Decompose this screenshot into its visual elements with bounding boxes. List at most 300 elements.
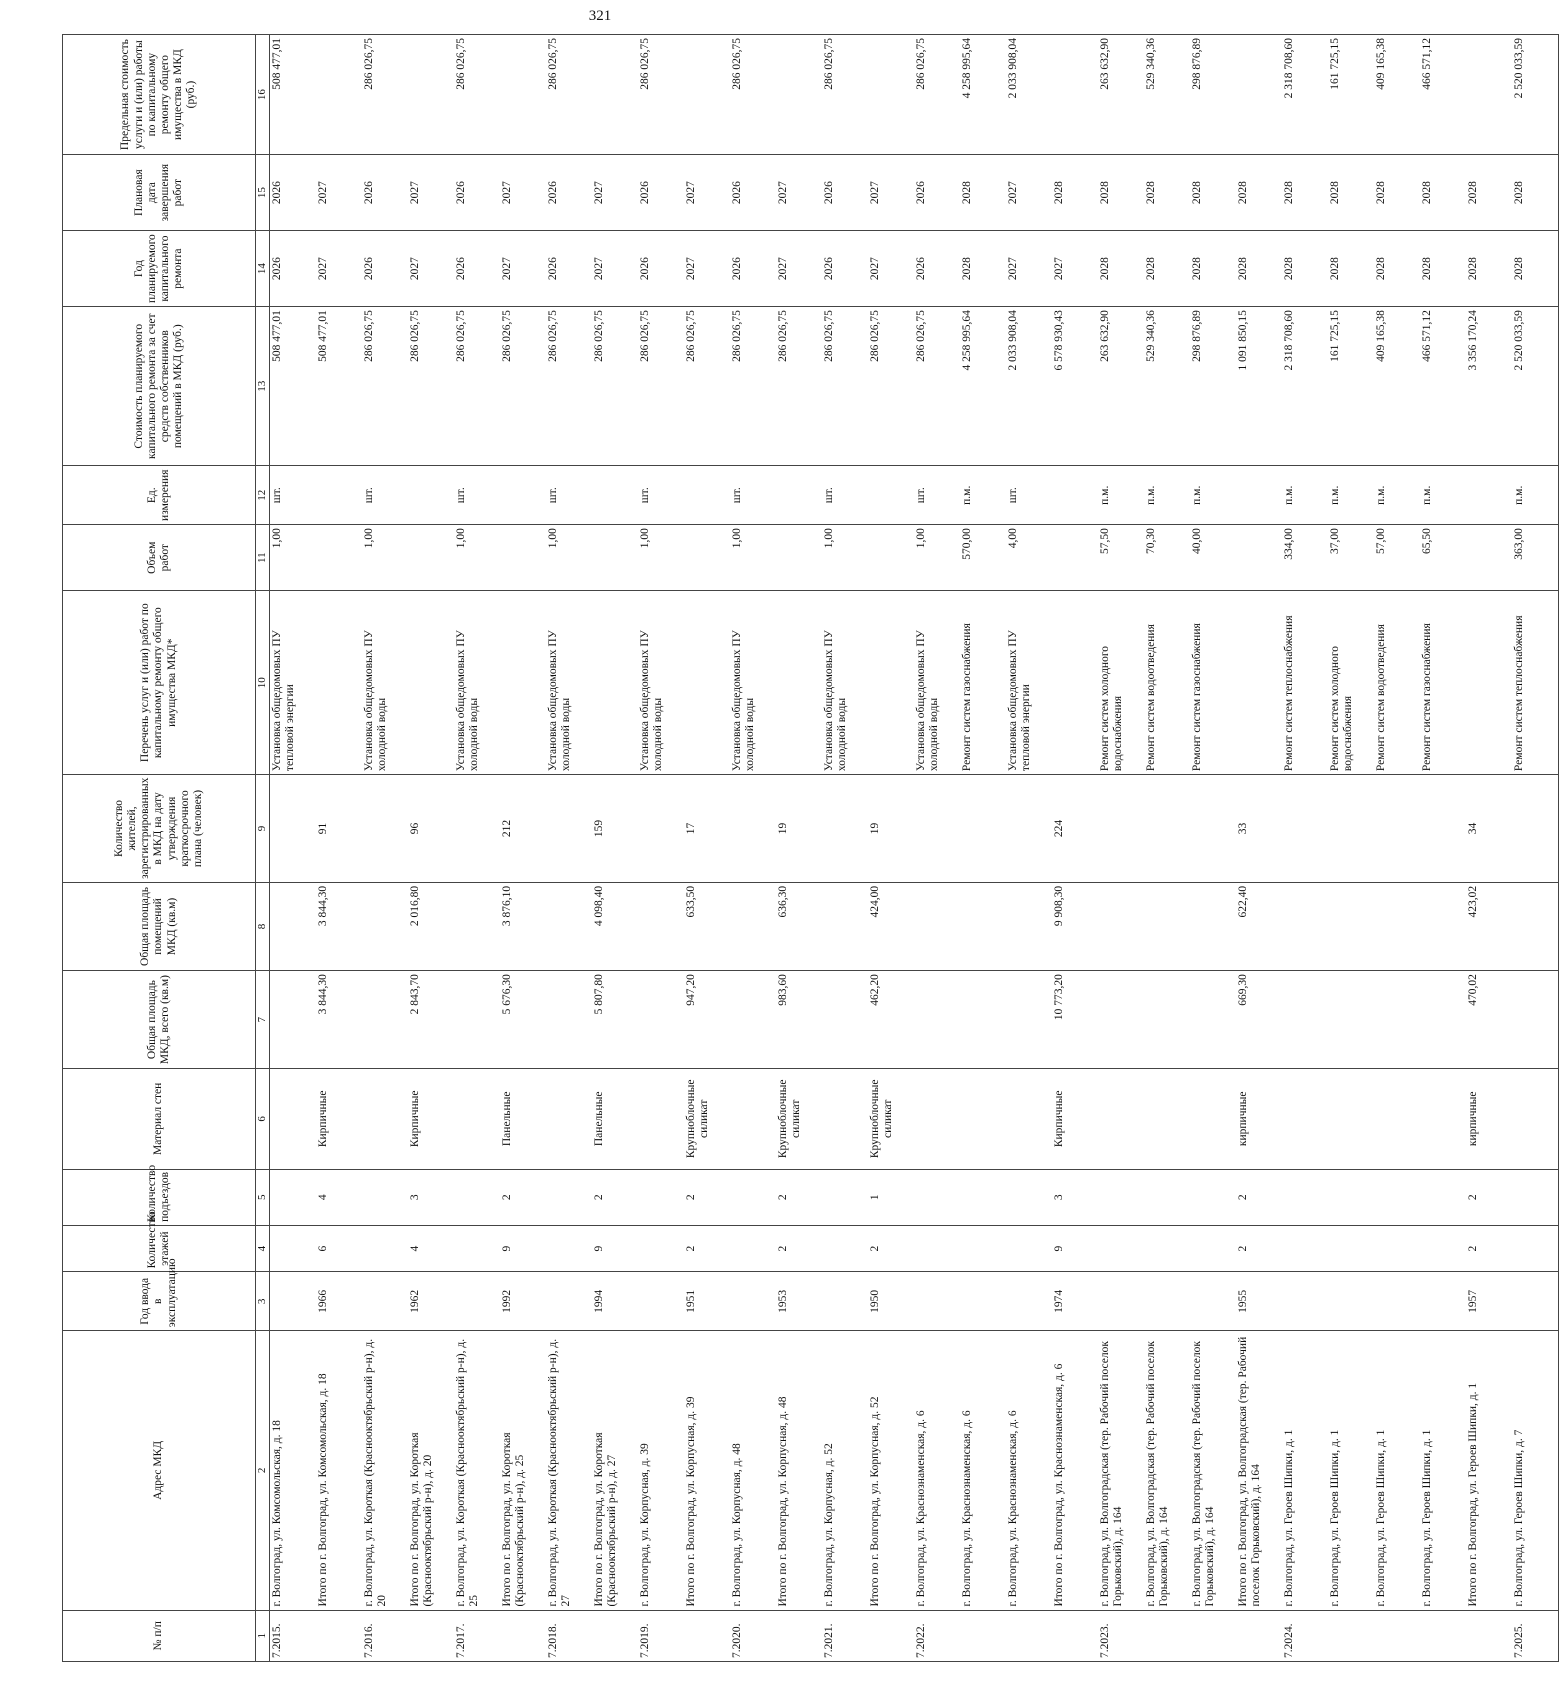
- column-header: Материал стен: [63, 1069, 256, 1169]
- column-header: Плановая дата завершения работ: [63, 155, 256, 231]
- table-cell: 286 026,75: [362, 307, 408, 466]
- table-row: [592, 35, 638, 1662]
- table-cell: г. Волгоград, ул. Комсомольская, д. 18: [269, 1331, 316, 1610]
- table-row: [684, 35, 730, 1662]
- table-row: [454, 35, 500, 1662]
- table-cell: 7.2019.: [638, 1610, 684, 1661]
- table-cell: 2028: [1052, 155, 1098, 231]
- table-cell: 2026: [546, 155, 592, 231]
- table-cell: 508 477,01: [316, 307, 362, 466]
- table-cell: 3 844,30: [316, 882, 362, 970]
- table-cell: Ремонт систем холодного водоснабжения: [1328, 591, 1374, 775]
- table-cell: 33: [1236, 775, 1282, 883]
- table-cell: 5 807,80: [592, 971, 638, 1069]
- table-row: [1144, 35, 1190, 1662]
- table-cell: [868, 525, 914, 591]
- table-cell: [1328, 1272, 1374, 1331]
- table-cell: 224: [1052, 775, 1098, 883]
- table-cell: [1098, 971, 1144, 1069]
- table-cell: [1236, 591, 1282, 775]
- table-cell: 409 165,38: [1374, 307, 1420, 466]
- table-cell: [638, 971, 684, 1069]
- table-cell: 19: [776, 775, 822, 883]
- table-cell: 2: [776, 1169, 822, 1225]
- table-cell: 2: [684, 1169, 730, 1225]
- table-cell: [1282, 1069, 1328, 1169]
- table-cell: [960, 1272, 1006, 1331]
- table-row: [914, 35, 960, 1662]
- table-cell: 2026: [730, 231, 776, 307]
- table-cell: 1955: [1236, 1272, 1282, 1331]
- column-number: 3: [256, 1272, 270, 1331]
- table-cell: 4: [316, 1169, 362, 1225]
- table-cell: [914, 971, 960, 1069]
- table-cell: 2028: [1374, 231, 1420, 307]
- table-cell: 37,00: [1328, 525, 1374, 591]
- table-cell: [1144, 775, 1190, 883]
- table-cell: шт.: [730, 466, 776, 525]
- table-cell: 462,20: [868, 971, 914, 1069]
- table-cell: 2026: [914, 155, 960, 231]
- table-cell: 4,00: [1006, 525, 1052, 591]
- table-cell: [1328, 1069, 1374, 1169]
- table-cell: [1006, 775, 1052, 883]
- table-cell: 2028: [1512, 155, 1559, 231]
- table-row: [960, 35, 1006, 1662]
- table-cell: [776, 466, 822, 525]
- table-cell: 2028: [1328, 231, 1374, 307]
- table-cell: 1,00: [362, 525, 408, 591]
- table-cell: [1420, 1169, 1466, 1225]
- table-cell: 2026: [822, 155, 868, 231]
- table-cell: [269, 882, 316, 970]
- table-cell: 1957: [1466, 1272, 1512, 1331]
- table-cell: [1006, 882, 1052, 970]
- table-cell: г. Волгоград, ул. Корпусная, д. 48: [730, 1331, 776, 1610]
- table-cell: 159: [592, 775, 638, 883]
- table-cell: 334,00: [1282, 525, 1328, 591]
- table-row: [822, 35, 868, 1662]
- table-cell: Панельные: [592, 1069, 638, 1169]
- table-cell: 3: [1052, 1169, 1098, 1225]
- table-cell: 2027: [1006, 231, 1052, 307]
- table-cell: [1374, 1069, 1420, 1169]
- table-row: [1052, 35, 1098, 1662]
- table-cell: [316, 1610, 362, 1661]
- table-cell: 286 026,75: [500, 307, 546, 466]
- table-row: [1098, 35, 1144, 1662]
- table-cell: [730, 775, 776, 883]
- column-header: № п/п: [63, 1610, 256, 1661]
- table-cell: 2027: [868, 155, 914, 231]
- table-cell: 3 876,10: [500, 882, 546, 970]
- table-cell: [822, 1272, 868, 1331]
- table-cell: Итого по г. Волгоград, ул. Корпусная, д. 48: [776, 1331, 822, 1610]
- table-cell: п.м.: [1098, 466, 1144, 525]
- table-cell: п.м.: [1512, 466, 1559, 525]
- table-cell: Панельные: [500, 1069, 546, 1169]
- table-cell: п.м.: [1420, 466, 1466, 525]
- table-row: [1236, 35, 1282, 1662]
- table-cell: 2028: [1190, 231, 1236, 307]
- table-cell: 2 016,80: [408, 882, 454, 970]
- table-cell: 4: [408, 1225, 454, 1272]
- table-cell: [1006, 1610, 1052, 1661]
- table-cell: [1328, 1225, 1374, 1272]
- page-number: 321: [588, 8, 612, 24]
- table-cell: [914, 775, 960, 883]
- table-cell: Итого по г. Волгоград, ул. Комсомольская, д. 18: [316, 1331, 362, 1610]
- table-cell: 1,00: [269, 525, 316, 591]
- table-cell: 4 258 995,64: [960, 307, 1006, 466]
- table-cell: [1512, 1169, 1559, 1225]
- table-cell: Ремонт систем газоснабжения: [1420, 591, 1466, 775]
- table-cell: 2027: [592, 155, 638, 231]
- table-cell: [960, 1610, 1006, 1661]
- table-cell: [1374, 1610, 1420, 1661]
- table-cell: шт.: [638, 466, 684, 525]
- table-cell: 466 571,12: [1420, 35, 1466, 155]
- table-cell: 17: [684, 775, 730, 883]
- column-header: Общая площадь помещений МКД (кв.м): [63, 882, 256, 970]
- table-cell: [1466, 466, 1512, 525]
- table-cell: п.м.: [1190, 466, 1236, 525]
- column-header: Стоимость планируемого капитального ремонта за счет средств собственников помещений в МКД (руб.): [63, 307, 256, 466]
- table-cell: [592, 466, 638, 525]
- table-cell: 2026: [638, 155, 684, 231]
- table-cell: 3: [408, 1169, 454, 1225]
- table-cell: [1328, 971, 1374, 1069]
- table-cell: 2027: [500, 231, 546, 307]
- table-cell: [684, 591, 730, 775]
- table-cell: 286 026,75: [454, 307, 500, 466]
- table-cell: [408, 525, 454, 591]
- table-cell: п.м.: [1282, 466, 1328, 525]
- table-cell: [822, 1069, 868, 1169]
- table-cell: 7.2025.: [1512, 1610, 1559, 1661]
- table-cell: [1236, 35, 1282, 155]
- table-cell: [960, 1069, 1006, 1169]
- table-cell: Итого по г. Волгоград, ул. Корпусная, д. 39: [684, 1331, 730, 1610]
- table-cell: [776, 525, 822, 591]
- table-cell: [269, 775, 316, 883]
- table-cell: 669,30: [1236, 971, 1282, 1069]
- table-cell: [1374, 1225, 1420, 1272]
- table-cell: [1236, 466, 1282, 525]
- table-cell: [1190, 971, 1236, 1069]
- table-cell: шт.: [362, 466, 408, 525]
- table-cell: Кирпичные: [1052, 1069, 1098, 1169]
- table-cell: 3 844,30: [316, 971, 362, 1069]
- table-cell: 286 026,75: [776, 307, 822, 466]
- table-cell: [1374, 882, 1420, 970]
- table-cell: [1190, 882, 1236, 970]
- table-cell: [500, 1610, 546, 1661]
- column-number: 14: [256, 231, 270, 307]
- table-cell: [684, 1610, 730, 1661]
- table-cell: 633,50: [684, 882, 730, 970]
- table-cell: 286 026,75: [454, 35, 500, 155]
- table-cell: 2026: [362, 231, 408, 307]
- table-cell: 2 318 708,60: [1282, 35, 1328, 155]
- table-cell: Итого по г. Волгоград, ул. Короткая (Краснооктябрьский р-н), д. 20: [408, 1331, 454, 1610]
- table-cell: 363,00: [1512, 525, 1559, 591]
- table-cell: [960, 1225, 1006, 1272]
- table-cell: 2: [1466, 1225, 1512, 1272]
- table-cell: 2027: [408, 231, 454, 307]
- table-cell: [1282, 882, 1328, 970]
- table-cell: 263 632,90: [1098, 35, 1144, 155]
- table-cell: [1420, 775, 1466, 883]
- table-cell: г. Волгоград, ул. Волгоградская (тер. Рабочий поселок Горьковский), д. 164: [1098, 1331, 1144, 1610]
- table-cell: [1190, 1272, 1236, 1331]
- table-cell: [1420, 1069, 1466, 1169]
- table-cell: [638, 1169, 684, 1225]
- table-cell: 3 356 170,24: [1466, 307, 1512, 466]
- table-cell: Крупноблочные силикат: [776, 1069, 822, 1169]
- table-cell: Кирпичные: [408, 1069, 454, 1169]
- table-cell: г. Волгоград, ул. Краснознаменская, д. 6: [914, 1331, 960, 1610]
- table-cell: 7.2018.: [546, 1610, 592, 1661]
- table-cell: 6 578 930,43: [1052, 307, 1098, 466]
- table-cell: 2027: [316, 155, 362, 231]
- table-cell: [914, 1069, 960, 1169]
- table-cell: 57,50: [1098, 525, 1144, 591]
- table-cell: 1962: [408, 1272, 454, 1331]
- table-cell: 286 026,75: [638, 35, 684, 155]
- table-cell: 263 632,90: [1098, 307, 1144, 466]
- table-cell: 2: [1466, 1169, 1512, 1225]
- table-cell: [1282, 971, 1328, 1069]
- table-cell: [1190, 1610, 1236, 1661]
- table-cell: г. Волгоград, ул. Краснознаменская, д. 6: [1006, 1331, 1052, 1610]
- table-cell: [408, 35, 454, 155]
- column-header: Количество этажей: [63, 1225, 256, 1272]
- table-cell: кирпичные: [1236, 1069, 1282, 1169]
- column-number-row: [256, 35, 270, 1662]
- table-cell: 2026: [454, 231, 500, 307]
- table-cell: г. Волгоград, ул. Короткая (Краснооктябрьский р-н), д. 25: [454, 1331, 500, 1610]
- table-cell: 7.2023.: [1098, 1610, 1144, 1661]
- column-number: 16: [256, 35, 270, 155]
- table-cell: [454, 775, 500, 883]
- table-cell: [1282, 1272, 1328, 1331]
- table-cell: п.м.: [1374, 466, 1420, 525]
- table-cell: [1190, 1069, 1236, 1169]
- table-cell: [1144, 971, 1190, 1069]
- table-cell: Ремонт систем теплоснабжения: [1512, 591, 1559, 775]
- table-cell: [684, 525, 730, 591]
- table-cell: 529 340,36: [1144, 307, 1190, 466]
- table-cell: 298 876,89: [1190, 307, 1236, 466]
- table-cell: шт.: [454, 466, 500, 525]
- table-cell: 2026: [730, 155, 776, 231]
- table-cell: 2028: [1098, 231, 1144, 307]
- table-cell: 508 477,01: [269, 307, 316, 466]
- table-row: [1374, 35, 1420, 1662]
- table-cell: Установка общедомовых ПУ тепловой энергии: [269, 591, 316, 775]
- table-row: [1466, 35, 1512, 1662]
- table-cell: 286 026,75: [546, 307, 592, 466]
- table-cell: 34: [1466, 775, 1512, 883]
- table-cell: [638, 775, 684, 883]
- table-cell: 2028: [1466, 155, 1512, 231]
- table-cell: [914, 882, 960, 970]
- table-cell: [1282, 1169, 1328, 1225]
- table-cell: [316, 525, 362, 591]
- table-cell: [546, 775, 592, 883]
- table-cell: 1,00: [638, 525, 684, 591]
- table-cell: Итого по г. Волгоград, ул. Героев Шипки, д. 1: [1466, 1331, 1512, 1610]
- table-cell: Крупноблочные силикат: [868, 1069, 914, 1169]
- table-cell: 1: [868, 1169, 914, 1225]
- table-cell: г. Волгоград, ул. Краснознаменская, д. 6: [960, 1331, 1006, 1610]
- table-cell: 2 843,70: [408, 971, 454, 1069]
- table-cell: [1512, 1069, 1559, 1169]
- column-number: 5: [256, 1169, 270, 1225]
- table-row: [1328, 35, 1374, 1662]
- table-cell: 1992: [500, 1272, 546, 1331]
- table-cell: [592, 35, 638, 155]
- table-cell: Установка общедомовых ПУ холодной воды: [822, 591, 868, 775]
- table-cell: 622,40: [1236, 882, 1282, 970]
- table-cell: шт.: [914, 466, 960, 525]
- table-cell: 1951: [684, 1272, 730, 1331]
- table-cell: 947,20: [684, 971, 730, 1069]
- table-cell: 2: [776, 1225, 822, 1272]
- table-cell: 286 026,75: [362, 35, 408, 155]
- column-number: 1: [256, 1610, 270, 1661]
- table-cell: 2028: [1466, 231, 1512, 307]
- table-cell: [960, 1169, 1006, 1225]
- table-cell: Ремонт систем газоснабжения: [1190, 591, 1236, 775]
- table-cell: [822, 1225, 868, 1272]
- table-cell: [1282, 775, 1328, 883]
- table-cell: [592, 525, 638, 591]
- table-cell: 1994: [592, 1272, 638, 1331]
- table-cell: [269, 1225, 316, 1272]
- table-cell: [1512, 882, 1559, 970]
- table-cell: [776, 1610, 822, 1661]
- table-cell: 19: [868, 775, 914, 883]
- table-cell: [1328, 775, 1374, 883]
- table-cell: г. Волгоград, ул. Волгоградская (тер. Рабочий поселок Горьковский), д. 164: [1190, 1331, 1236, 1610]
- table-cell: 161 725,15: [1328, 35, 1374, 155]
- table-cell: [454, 882, 500, 970]
- header-row: [63, 35, 256, 1662]
- table-cell: Итого по г. Волгоград, ул. Корпусная, д. 52: [868, 1331, 914, 1610]
- table-cell: 65,50: [1420, 525, 1466, 591]
- table-cell: 4 098,40: [592, 882, 638, 970]
- table-cell: 2027: [1006, 155, 1052, 231]
- table-cell: Установка общедомовых ПУ холодной воды: [546, 591, 592, 775]
- table-cell: 2: [684, 1225, 730, 1272]
- table-row: [730, 35, 776, 1662]
- column-number: 13: [256, 307, 270, 466]
- table-cell: [546, 1225, 592, 1272]
- table-cell: г. Волгоград, ул. Героев Шипки, д. 7: [1512, 1331, 1559, 1610]
- table-cell: 2026: [454, 155, 500, 231]
- table-cell: [1006, 1272, 1052, 1331]
- table-cell: 96: [408, 775, 454, 883]
- table-cell: [362, 971, 408, 1069]
- table-cell: [316, 466, 362, 525]
- column-number: 2: [256, 1331, 270, 1610]
- table-cell: [362, 775, 408, 883]
- table-cell: 2027: [1052, 231, 1098, 307]
- table-cell: [1144, 1169, 1190, 1225]
- table-cell: [316, 35, 362, 155]
- table-cell: 2: [1236, 1225, 1282, 1272]
- table-cell: 1953: [776, 1272, 822, 1331]
- table-cell: Установка общедомовых ПУ холодной воды: [914, 591, 960, 775]
- table-cell: [1006, 1225, 1052, 1272]
- table-cell: [914, 1272, 960, 1331]
- table-row: [362, 35, 408, 1662]
- table-cell: [1144, 1272, 1190, 1331]
- column-header: Объем работ: [63, 525, 256, 591]
- table-cell: г. Волгоград, ул. Героев Шипки, д. 1: [1328, 1331, 1374, 1610]
- table-cell: 7.2022.: [914, 1610, 960, 1661]
- table-row: [408, 35, 454, 1662]
- table-cell: 2 520 033,59: [1512, 35, 1559, 155]
- table-cell: [269, 971, 316, 1069]
- table-cell: 424,00: [868, 882, 914, 970]
- table-cell: 1,00: [822, 525, 868, 591]
- column-header: Перечень услуг и (или) работ по капитальному ремонту общего имущества МКД*: [63, 591, 256, 775]
- table-cell: Ремонт систем теплоснабжения: [1282, 591, 1328, 775]
- table-cell: [822, 971, 868, 1069]
- table-cell: 1,00: [454, 525, 500, 591]
- table-cell: шт.: [822, 466, 868, 525]
- column-header: Количество подъездов: [63, 1169, 256, 1225]
- table-cell: Установка общедомовых ПУ холодной воды: [454, 591, 500, 775]
- table-row: [269, 35, 316, 1662]
- table-cell: 161 725,15: [1328, 307, 1374, 466]
- table-cell: [1374, 775, 1420, 883]
- table-cell: 2028: [1144, 155, 1190, 231]
- table-cell: [868, 1610, 914, 1661]
- table-cell: Итого по г. Волгоград, ул. Короткая (Краснооктябрьский р-н), д. 25: [500, 1331, 546, 1610]
- table-cell: 9: [500, 1225, 546, 1272]
- table-row: [868, 35, 914, 1662]
- table-cell: [362, 1225, 408, 1272]
- table-cell: 286 026,75: [684, 307, 730, 466]
- table-cell: Установка общедомовых ПУ тепловой энергии: [1006, 591, 1052, 775]
- table-cell: [730, 1169, 776, 1225]
- table-cell: [546, 1169, 592, 1225]
- table-cell: [362, 1069, 408, 1169]
- table-row: [546, 35, 592, 1662]
- table-cell: Ремонт систем газоснабжения: [960, 591, 1006, 775]
- table-cell: 10 773,20: [1052, 971, 1098, 1069]
- table-cell: 6: [316, 1225, 362, 1272]
- table-cell: [730, 1069, 776, 1169]
- table-cell: 2: [592, 1169, 638, 1225]
- rotated-sheet: [62, 34, 1525, 1662]
- table-cell: [1006, 1069, 1052, 1169]
- table-cell: г. Волгоград, ул. Короткая (Краснооктябрьский р-н), д. 20: [362, 1331, 408, 1610]
- table-cell: 9: [1052, 1225, 1098, 1272]
- table-cell: 1,00: [730, 525, 776, 591]
- table-cell: 1,00: [546, 525, 592, 591]
- table-row: [776, 35, 822, 1662]
- table-cell: [1098, 1272, 1144, 1331]
- table-cell: 983,60: [776, 971, 822, 1069]
- table-cell: [1512, 775, 1559, 883]
- table-cell: Итого по г. Волгоград, ул. Краснознаменская, д. 6: [1052, 1331, 1098, 1610]
- table-cell: [1052, 35, 1098, 155]
